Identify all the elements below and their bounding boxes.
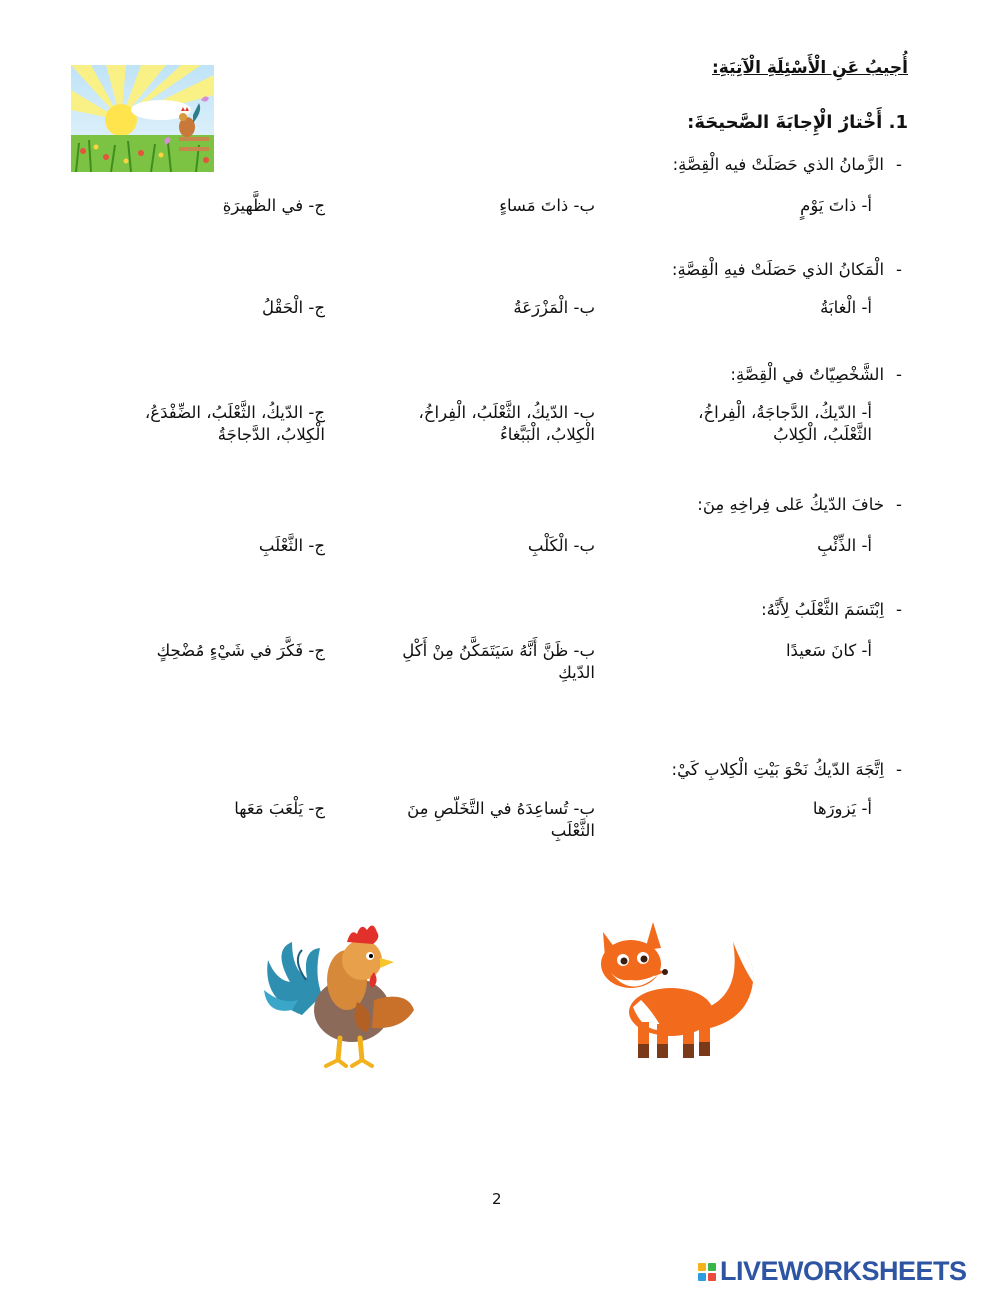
option-4b[interactable]: ب- الْكَلْبِ (527, 536, 595, 555)
rooster-illustration (262, 920, 417, 1070)
fox-illustration (583, 912, 755, 1070)
question-text: الْمَكانُ الذي حَصَلَتْ فيهِ الْقِصَّةِ: (671, 260, 885, 279)
question-bullet: - (896, 760, 902, 779)
question-text: الزَّمانُ الذي حَصَلَتْ فيه الْقِصَّةِ: (672, 155, 885, 174)
question-bullet: - (896, 495, 902, 514)
option-4a[interactable]: أ- الذِّئْبِ (817, 536, 872, 555)
question-1 (673, 155, 902, 174)
option-3a[interactable]: أ- الدّيكُ، الدَّجاجَةُ، الْفِراخُ، الثَّعْلَبُ، الْكِلابُ (698, 403, 872, 444)
option-1a[interactable]: أ- ذاتَ يَوْمٍ (800, 196, 872, 215)
question-bullet: - (896, 600, 902, 619)
liveworksheets-logo-icon (698, 1263, 716, 1281)
section-title (687, 112, 908, 133)
question-5 (761, 600, 902, 619)
option-5b[interactable]: ب- ظَنَّ أَنَّهُ سَيَتَمَكَّنُ مِنْ أَكْلِ الدّيكِ (402, 641, 595, 682)
question-bullet: - (896, 365, 902, 384)
section-number: 1. (888, 112, 908, 133)
liveworksheets-brand-text: LIVEWORKSHEETS (720, 1256, 967, 1286)
option-2a[interactable]: أ- الْغابَةُ (820, 298, 872, 317)
option-5a[interactable]: أ- كانَ سَعيدًا (785, 641, 872, 660)
option-4c[interactable]: ج- الثَّعْلَبِ (258, 536, 325, 555)
question-6 (672, 760, 902, 779)
question-3 (730, 365, 902, 384)
page-number: 2 (492, 1190, 502, 1208)
option-6a[interactable]: أ- يَزورَها (812, 799, 872, 818)
section-title-text: أَخْتارُ الْإِجابَةَ الصَّحيحَةَ: (687, 112, 883, 133)
question-2 (672, 260, 902, 279)
question-text: خافَ الدّيكُ عَلى فِراخِهِ مِنَ: (697, 495, 885, 514)
question-4 (697, 495, 902, 514)
question-text: الشَّخْصِيّاتُ في الْقِصَّةِ: (730, 365, 885, 384)
option-3b[interactable]: ب- الدّيكُ، الثَّعْلَبُ، الْفِراخُ، الْكِلابُ، الْبَبَّغاءُ (418, 403, 595, 444)
option-6b[interactable]: ب- تُساعِدَهُ في التَّخَلّصِ مِنَ الثَّعْلَبِ (407, 799, 595, 840)
option-5c[interactable]: ج- فَكَّرَ في شَيْءٍ مُضْحِكٍ (156, 641, 325, 660)
liveworksheets-footer[interactable] (698, 1256, 967, 1287)
question-bullet: - (896, 155, 902, 174)
question-text: اِتَّجَهَ الدّيكُ نَحْوَ بَيْتِ الْكِلابِ كَيْ: (671, 760, 885, 779)
option-1c[interactable]: ج- في الظَّهيرَةِ (222, 196, 325, 215)
option-6c[interactable]: ج- يَلْعَبَ مَعَها (234, 799, 325, 818)
option-2c[interactable]: ج- الْحَقْلُ (262, 298, 325, 317)
option-3c[interactable]: ج- الدّيكُ، الثَّعْلَبُ، الضِّفْدَعُ، الْكِلابُ، الدَّجاجَةُ (144, 403, 325, 444)
question-bullet: - (896, 260, 902, 279)
farm-scene-image (71, 65, 214, 172)
option-1b[interactable]: ب- ذاتَ مَساءٍ (499, 196, 595, 215)
question-text: اِبْتَسَمَ الثَّعْلَبُ لِأَنَّهُ: (761, 600, 885, 619)
worksheet-heading: أُجيبُ عَنِ الْأَسْئِلَةِ الْآتِيَةِ: (712, 58, 908, 78)
option-2b[interactable]: ب- الْمَزْرَعَةُ (513, 298, 595, 317)
